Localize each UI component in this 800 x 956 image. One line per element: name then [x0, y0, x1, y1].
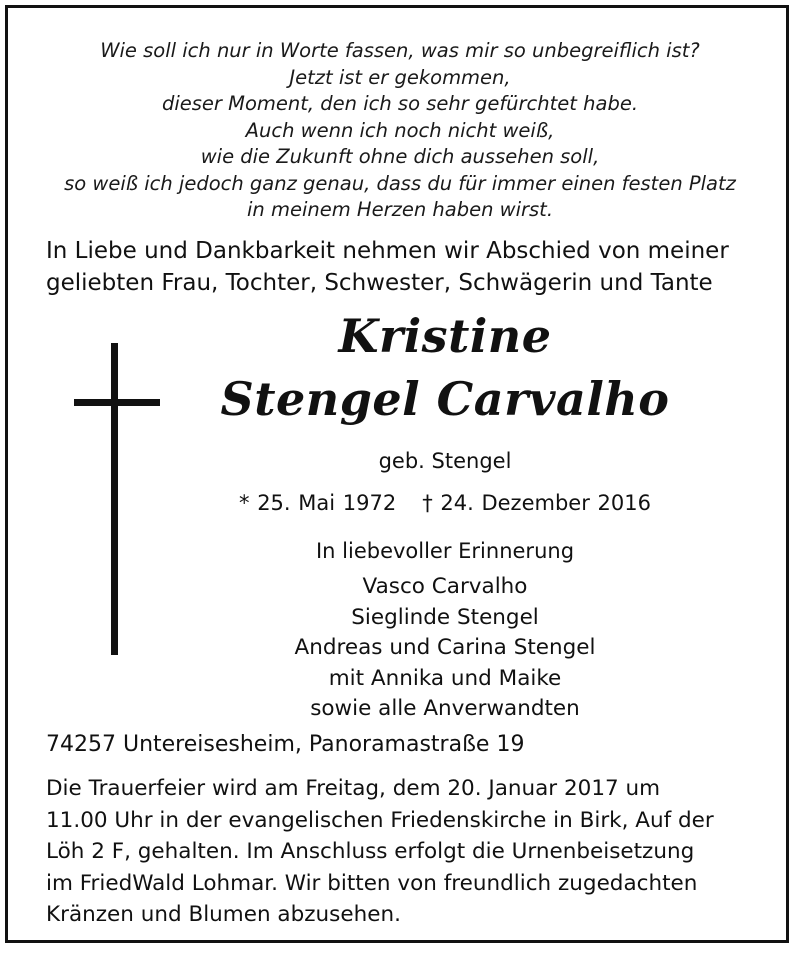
birth-date: * 25. Mai 1972	[239, 491, 397, 515]
poem-line: dieser Moment, den ich so sehr gefürchtet habe.	[161, 92, 639, 115]
intro-line: In Liebe und Dankbarkeit nehmen wir Abschied von meiner	[46, 238, 729, 264]
poem-line: Auch wenn ich noch nicht weiß,	[245, 118, 555, 142]
notice-line: 11.00 Uhr in der evangelischen Friedenskirche in Birk, Auf der	[46, 807, 714, 833]
intro-text	[46, 235, 729, 299]
life-dates	[138, 488, 752, 518]
funeral-notice	[46, 773, 766, 931]
mourner-name: sowie alle Anverwandten	[310, 696, 580, 721]
birth-name: geb. Stengel	[378, 449, 512, 473]
deceased-last-name: Stengel Carvalho	[220, 372, 670, 426]
poem-line: wie die Zukunft ohne dich aussehen soll,	[200, 145, 600, 168]
mourner-name: Vasco Carvalho	[362, 574, 528, 599]
notice-line: Löh 2 F, gehalten. Im Anschluss erfolgt die Urnenbeisetzung	[46, 839, 695, 864]
memory-heading: In liebevoller Erinnerung	[315, 539, 575, 563]
notice-line: Die Trauerfeier wird am Freitag, dem 20. Januar 2017 um	[46, 776, 661, 801]
family-address: 74257 Untereisesheim, Panoramastraße 19	[46, 732, 525, 757]
poem-line: so weiß ich jedoch ganz genau, dass du für immer einen festen Platz	[64, 171, 736, 195]
poem-line: in meinem Herzen haben wirst.	[246, 198, 554, 221]
mourners-list	[138, 572, 752, 725]
intro-line: geliebten Frau, Tochter, Schwester, Schwägerin und Tante	[46, 270, 713, 296]
mourner-name: Andreas und Carina Stengel	[294, 635, 596, 660]
notice-line: im FriedWald Lohmar. Wir bitten von freundlich zugedachten	[46, 870, 698, 896]
deceased-first-name: Kristine	[338, 309, 552, 363]
death-date: † 24. Dezember 2016	[422, 491, 651, 515]
notice-line: Kränzen und Blumen abzusehen.	[46, 902, 401, 927]
mourner-name: mit Annika und Maike	[328, 665, 562, 691]
obituary-frame	[5, 5, 789, 943]
mourner-name: Sieglinde Stengel	[351, 604, 539, 630]
poem-line: Jetzt ist er gekommen,	[289, 65, 511, 89]
poem-line: Wie soll ich nur in Worte fassen, was mir so unbegreiflich ist?	[100, 39, 700, 62]
poem	[8, 38, 792, 224]
